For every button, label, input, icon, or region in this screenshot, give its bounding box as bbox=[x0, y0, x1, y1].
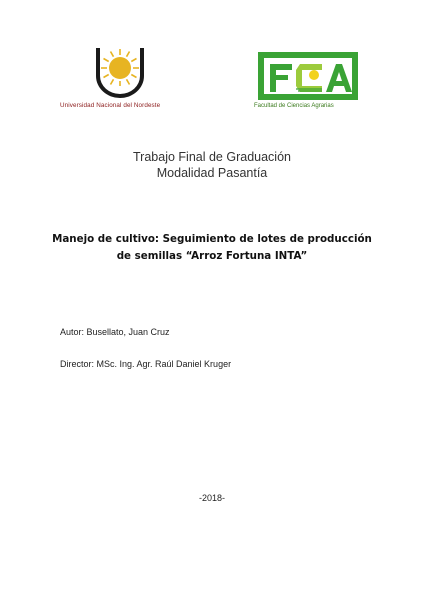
thesis-type-line: Trabajo Final de Graduación bbox=[133, 150, 291, 164]
document-title-line-2: de semillas “Arroz Fortuna INTA” bbox=[116, 250, 308, 262]
year-label: -2018- bbox=[198, 493, 225, 503]
fca-emblem-icon bbox=[256, 50, 360, 102]
unne-emblem-icon bbox=[90, 46, 150, 102]
director-line: Director: MSc. Ing. Agr. Raúl Daniel Kruger bbox=[60, 359, 232, 369]
modality-line: Modalidad Pasantía bbox=[156, 165, 268, 180]
unne-logo bbox=[60, 46, 180, 116]
document-title bbox=[40, 231, 384, 265]
document-title-line-1: Manejo de cultivo: Seguimiento de lotes de producción bbox=[52, 233, 372, 245]
fca-logo bbox=[252, 50, 362, 116]
thesis-type-heading bbox=[0, 150, 424, 181]
unne-caption: Universidad Nacional del Nordeste bbox=[60, 102, 161, 109]
author-line: Autor: Busellato, Juan Cruz bbox=[60, 327, 170, 337]
fca-caption: Facultad de Ciencias Agrarias bbox=[254, 103, 334, 109]
